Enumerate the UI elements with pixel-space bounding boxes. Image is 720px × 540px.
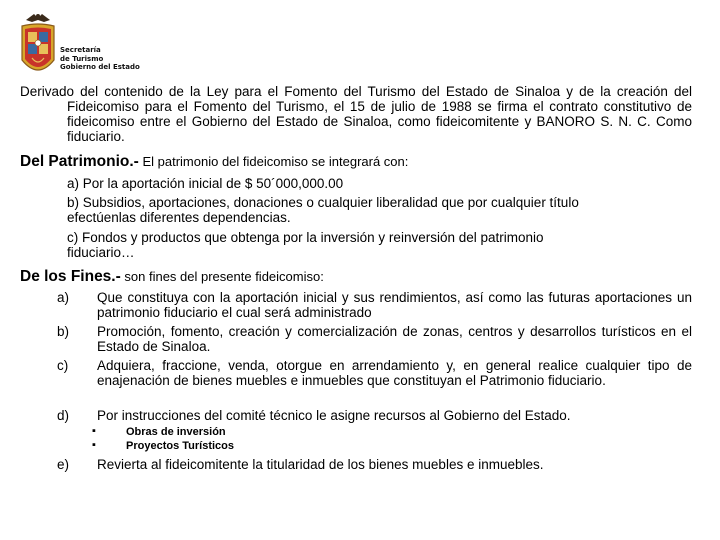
fines-item-text: Revierta al fideicomitente la titularidad de los bienes muebles e inmuebles. [97, 457, 544, 472]
fines-heading: De los Fines.- [20, 268, 121, 285]
patrimonio-item-line: c) Fondos y productos que obtenga por la inversión y reinversión del patrimonio [67, 230, 544, 245]
patrimonio-item-line: b) Subsidios, aportaciones, donaciones o cualquier liberalidad que por cualquier título [67, 195, 579, 210]
logo-line: Gobierno del Estado [60, 63, 140, 71]
fines-item-text: Adquiera, fraccione, venda, otorgue en arrendamiento y, en general realice cualquier tipo de enajenación de bienes muebles e inmuebles que constituyan el Patrimonio fiduciario. [97, 358, 692, 388]
fines-heading-line [20, 268, 324, 286]
fines-item-text: Que constituya con la aportación inicial y sus rendimientos, así como las futuras aportaciones un patrimonio fiduciario el cual será administrado [97, 290, 692, 320]
fines-item-letter: d) [57, 408, 70, 423]
fines-intro: son fines del presente fideicomiso: [120, 269, 324, 284]
patrimonio-item-line: efectúenlas diferentes dependencias. [67, 210, 291, 225]
patrimonio-item-line: fiduciario… [67, 245, 135, 260]
fines-item-letter: c) [57, 358, 69, 373]
fines-item-letter: a) [57, 290, 70, 305]
fines-item-letter: b) [57, 324, 70, 339]
bullet-icon: ▪ [92, 425, 96, 437]
patrimonio-item [67, 230, 692, 260]
logo [18, 10, 158, 82]
patrimonio-heading-line [20, 153, 408, 171]
fines-subitem: Obras de inversión [126, 426, 226, 438]
list-item [92, 425, 234, 439]
patrimonio-intro: El patrimonio del fideicomiso se integrará con: [138, 154, 409, 169]
fines-subitem-list [92, 425, 234, 453]
logo-line: de Turismo [60, 54, 104, 63]
patrimonio-heading: Del Patrimonio.- [20, 153, 139, 170]
patrimonio-item-line: a) Por la aportación inicial de $ 50´000,000.00 [67, 176, 344, 191]
fines-item-text: Promoción, fomento, creación y comercialización de zonas, centros y desarrollos turísticos en el Estado de Sinaloa. [97, 324, 692, 354]
logo-line: Secretaría [60, 46, 101, 54]
state-coat-of-arms-icon [18, 10, 58, 82]
fines-item-text: Por instrucciones del comité técnico le asigne recursos al Gobierno del Estado. [97, 408, 571, 423]
patrimonio-item [67, 176, 692, 191]
list-item [92, 439, 234, 453]
logo-text [60, 46, 140, 72]
bullet-icon: ▪ [92, 439, 96, 451]
patrimonio-item [67, 195, 692, 225]
fines-item-letter: e) [57, 457, 70, 472]
fines-subitem: Proyectos Turísticos [126, 440, 234, 452]
intro-paragraph: Derivado del contenido de la Ley para el Fomento del Turismo del Estado de Sinaloa y de la creación del Fideicomiso para el Fomento del Turismo, el 15 de julio de 1988 se firma el contrato constitutivo de fideicomiso entre el Gobierno del Estado de Sinaloa, como fideicomitente y BANORO S. N. C. Como fiduciario. [20, 84, 692, 144]
